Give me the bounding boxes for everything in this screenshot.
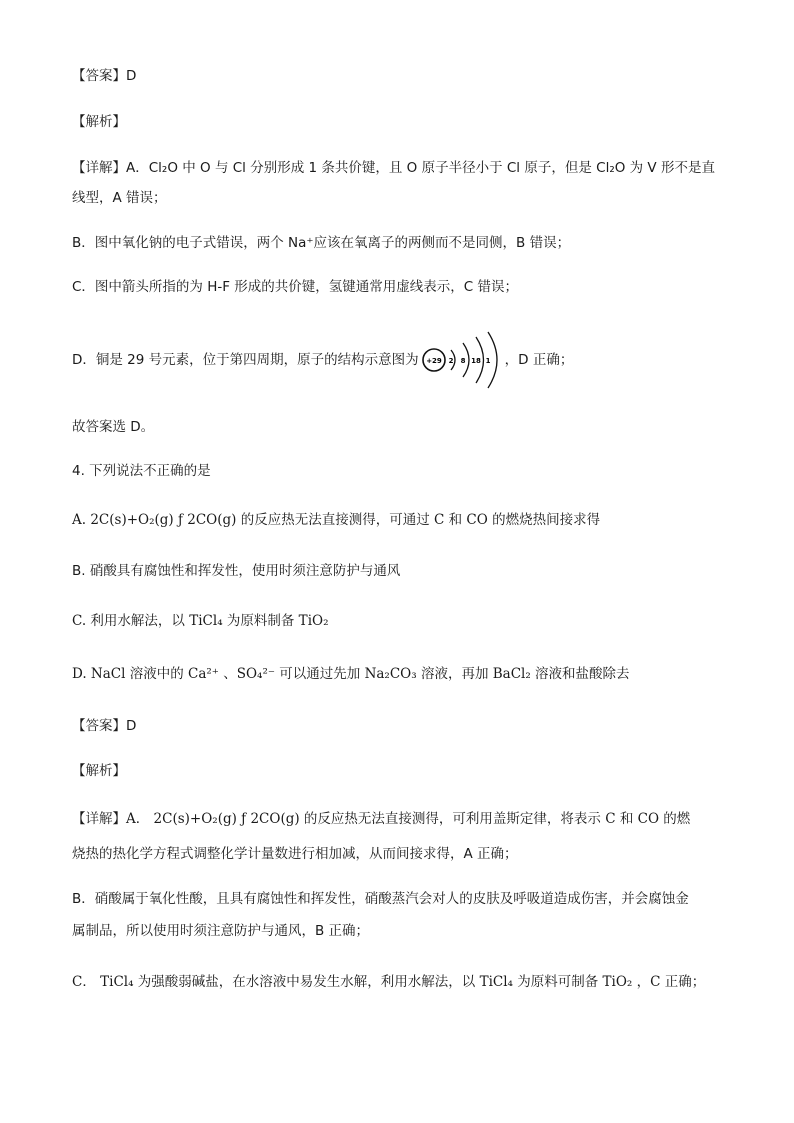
detail-text: A．Cl₂O 中 O 与 Cl 分别形成 1 条共价键，且 O 原子半径小于 Cl 原子，但是 Cl₂O 为 V 形不是直 — [126, 160, 715, 176]
detail-1-a-line2: 线型，A 错误； — [72, 190, 167, 206]
shell-electrons-4: 1 — [485, 357, 491, 365]
answer-label: 【答案】 — [72, 718, 126, 734]
answer-value: D — [126, 718, 137, 734]
detail-label: 【详解】 — [72, 811, 126, 827]
detail-1-d — [72, 330, 573, 390]
shell-electrons-3: 18 — [470, 357, 481, 365]
detail-2-b-line1: B．硝酸属于氧化性酸，且具有腐蚀性和挥发性，硝酸蒸汽会对人的皮肤及呼吸道造成伤害，并会腐蚀金 — [72, 891, 689, 907]
question-4-option-a: A. 2C(s)+O₂(g) ƒ 2CO(g) 的反应热无法直接测得，可通过 C 和 CO 的燃烧热间接求得 — [72, 512, 601, 528]
answer-value: D — [126, 68, 137, 84]
question-4-stem: 4. 下列说法不正确的是 — [72, 463, 211, 479]
question-4-option-c: C. 利用水解法，以 TiCl₄ 为原料制备 TiO₂ — [72, 613, 329, 629]
shell-electrons-1: 2 — [448, 357, 454, 365]
question-4-option-b: B. 硝酸具有腐蚀性和挥发性，使用时须注意防护与通风 — [72, 563, 401, 579]
analysis-2-label: 【解析】 — [72, 763, 126, 779]
answer-label: 【答案】 — [72, 68, 126, 84]
detail-text: A． 2C(s)+O₂(g) ƒ 2CO(g) 的反应热无法直接测得，可利用盖斯定律，将表示 C 和 CO 的燃 — [126, 811, 691, 827]
detail-d-prefix: D．铜是 29 号元素，位于第四周期，原子的结构示意图为 — [72, 352, 419, 368]
detail-label: 【详解】 — [72, 160, 126, 176]
detail-1-b: B．图中氧化钠的电子式错误，两个 Na⁺应该在氧离子的两侧而不是同侧，B 错误； — [72, 235, 571, 251]
detail-d-suffix: ，D 正确； — [504, 352, 574, 368]
analysis-1-label: 【解析】 — [72, 114, 126, 130]
detail-2-c: C． TiCl₄ 为强酸弱碱盐，在水溶液中易发生水解，利用水解法，以 TiCl₄ 为原料可制备 TiO₂ ，C 正确； — [72, 974, 706, 990]
answer-1 — [72, 66, 136, 86]
shell-electrons-2: 8 — [460, 357, 466, 365]
nucleus-charge: +29 — [425, 357, 442, 365]
copper-atom-structure-diagram — [421, 330, 503, 390]
detail-2-a-line1 — [72, 809, 690, 829]
detail-1-conclusion: 故答案选 D。 — [72, 419, 155, 435]
detail-2-a-line2: 烧热的热化学方程式调整化学计量数进行相加减，从而间接求得，A 正确； — [72, 846, 518, 862]
detail-2-b-line2: 属制品，所以使用时须注意防护与通风，B 正确； — [72, 923, 370, 939]
answer-2 — [72, 716, 136, 736]
question-4-option-d: D. NaCl 溶液中的 Ca²⁺ 、SO₄²⁻ 可以通过先加 Na₂CO₃ 溶液，再加 BaCl₂ 溶液和盐酸除去 — [72, 666, 630, 682]
detail-1-a-line1 — [72, 158, 715, 178]
detail-1-c: C．图中箭头所指的为 H-F 形成的共价键，氢键通常用虚线表示，C 错误； — [72, 279, 519, 295]
